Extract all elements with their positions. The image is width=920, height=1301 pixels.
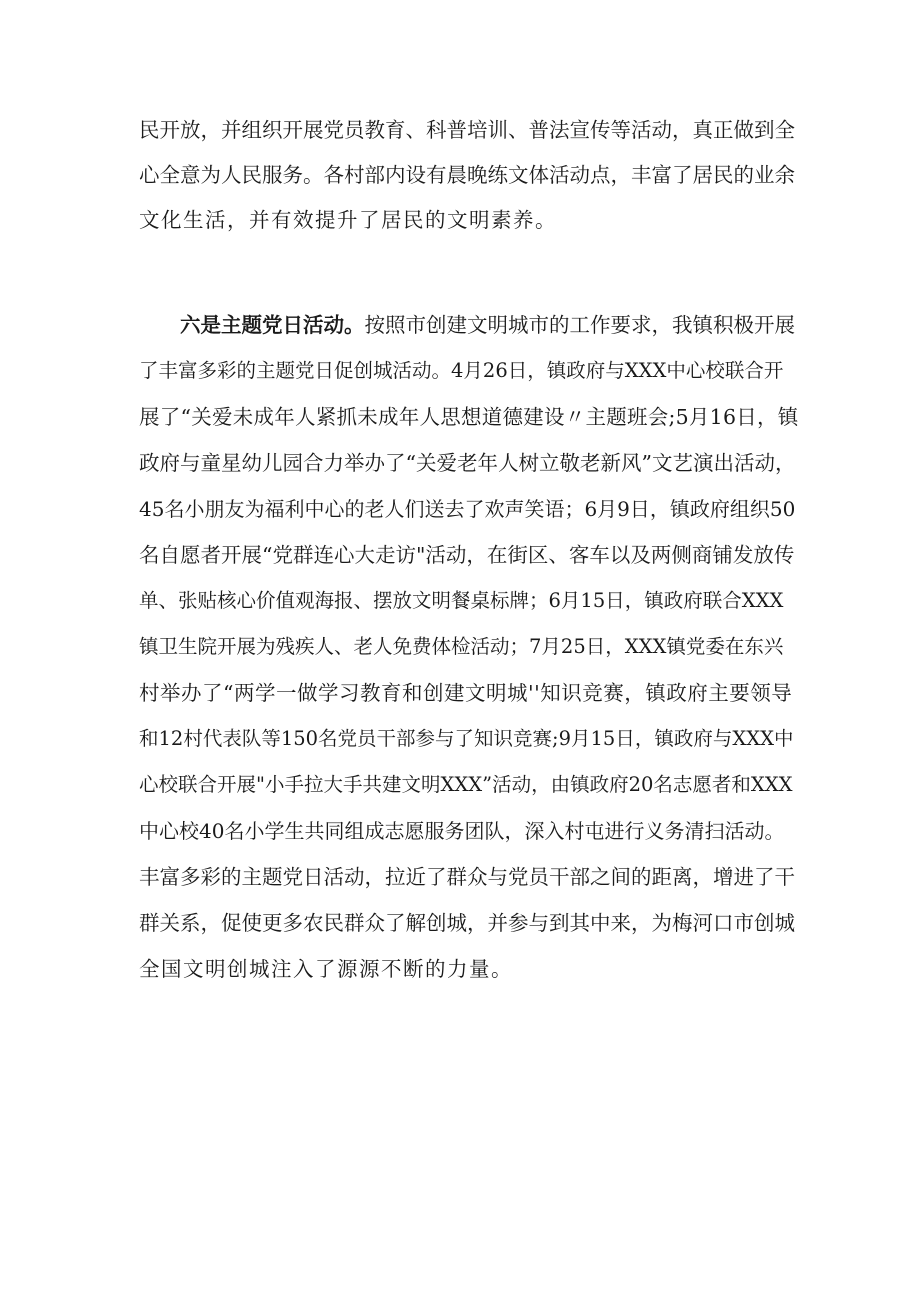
paragraph-2-first-line-text: 按照市创建文明城市的工作要求，我镇积极开展 bbox=[364, 313, 795, 337]
paragraph-2-line-10: 和12村代表队等150名党员干部参与了知识竞赛;9月15日，镇政府与XXX中 bbox=[139, 727, 794, 750]
paragraph-2-line-3: 展了“关爱未成年人紧抓未成年人思想道德建设〃主题班会;5月16日，镇 bbox=[139, 405, 799, 429]
paragraph-2-line-14: 群关系，促使更多农民群众了解创城，并参与到其中来，为梅河口市创城 bbox=[139, 911, 795, 935]
paragraph-2-line-12: 中心校40名小学生共同组成志愿服务团队，深入村屯进行义务清扫活动。 bbox=[139, 819, 785, 843]
paragraph-2-line-8: 镇卫生院开展为残疾人、老人免费体检活动；7月25日，XXX镇党委在东兴 bbox=[139, 635, 784, 658]
paragraph-2-line-13: 丰富多彩的主题党日活动，拉近了群众与党员干部之间的距离，增进了干 bbox=[139, 865, 795, 889]
paragraph-2-line-15: 全国文明创城注入了源源不断的力量。 bbox=[139, 957, 513, 981]
paragraph-2-line-6: 名自愿者开展“党群连心大走访"活动，在街区、客车以及两侧商铺发放传 bbox=[139, 543, 795, 567]
paragraph-2-line-4: 政府与童星幼儿园合力举办了“关爱老年人树立敬老新风”文艺演出活动， bbox=[139, 451, 796, 475]
paragraph-2-line-7: 单、张贴核心价值观海报、摆放文明餐桌标牌；6月15日，镇政府联合XXX bbox=[139, 589, 784, 612]
paragraph-2-line-9: 村举办了“两学一做学习教育和创建文明城''知识竞赛，镇政府主要领导 bbox=[139, 681, 793, 705]
paragraph-1-line-1: 民开放，并组织开展党员教育、科普培训、普法宣传等活动，真正做到全 bbox=[139, 118, 795, 142]
paragraph-2-line-2: 了丰富多彩的主题党日促创城活动。4月26日，镇政府与XXX中心校联合开 bbox=[139, 359, 784, 382]
paragraph-2-line-5: 45名小朋友为福利中心的老人们送去了欢声笑语；6月9日，镇政府组织50 bbox=[139, 497, 796, 521]
paragraph-1-line-2: 心全意为人民服务。各村部内设有晨晚练文体活动点，丰富了居民的业余 bbox=[139, 163, 795, 187]
paragraph-2-heading: 六是主题党日活动。 bbox=[180, 313, 365, 337]
paragraph-2-line-11: 心校联合开展"小手拉大手共建文明XXX”活动，由镇政府20名志愿者和XXX bbox=[139, 773, 793, 796]
paragraph-2-first-line bbox=[180, 311, 800, 339]
paragraph-1-line-3: 文化生活，并有效提升了居民的文明素养。 bbox=[139, 208, 557, 232]
